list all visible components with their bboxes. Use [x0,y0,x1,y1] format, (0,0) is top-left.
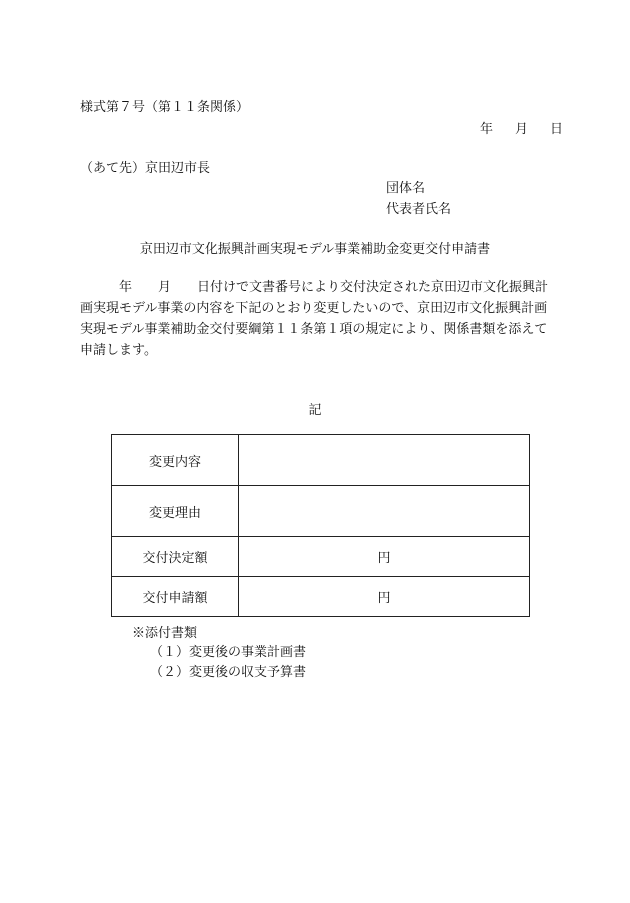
row-value-decided-amount: 円 [239,537,530,577]
table-row [112,537,530,577]
table-row [112,486,530,537]
row-value-requested-amount: 円 [239,577,530,617]
date-line [480,118,563,137]
row-value-change-content [239,435,530,486]
row-value-change-reason [239,486,530,537]
attachments-heading: ※添付書類 [132,626,198,641]
date-year-label: 年 [480,122,494,137]
representative-label: 代表者氏名 [386,202,452,217]
addressee: （あて先）京田辺市長 [80,161,211,176]
document-title: 京田辺市文化振興計画実現モデル事業補助金変更交付申請書 [139,242,491,257]
date-month-label: 月 [515,122,529,137]
row-label-change-content: 変更内容 [112,435,239,486]
table-row [112,435,530,486]
attachment-item: （１）変更後の事業計画書 [150,645,307,660]
body-paragraph [80,277,556,361]
date-day-label: 日 [550,122,564,137]
ki-heading: 記 [308,403,322,418]
attachment-item: （２）変更後の収支予算書 [150,665,307,680]
organization-label: 団体名 [386,181,426,196]
row-label-decided-amount: 交付決定額 [112,537,239,577]
row-label-requested-amount: 交付申請額 [112,577,239,617]
row-label-change-reason: 変更理由 [112,486,239,537]
form-number: 様式第７号（第１１条関係） [80,100,250,115]
body-text: 年 月 日付けで文書番号により交付決定された京田辺市文化振興計画実現モデル事業の内容を下記のとおり変更したいので、京田辺市文化振興計画実現モデル事業補助金交付要綱第１１条第１項の規定により、関係書類を添えて申請します。 [80,280,549,358]
table-row [112,577,530,617]
change-details-table [111,434,530,617]
